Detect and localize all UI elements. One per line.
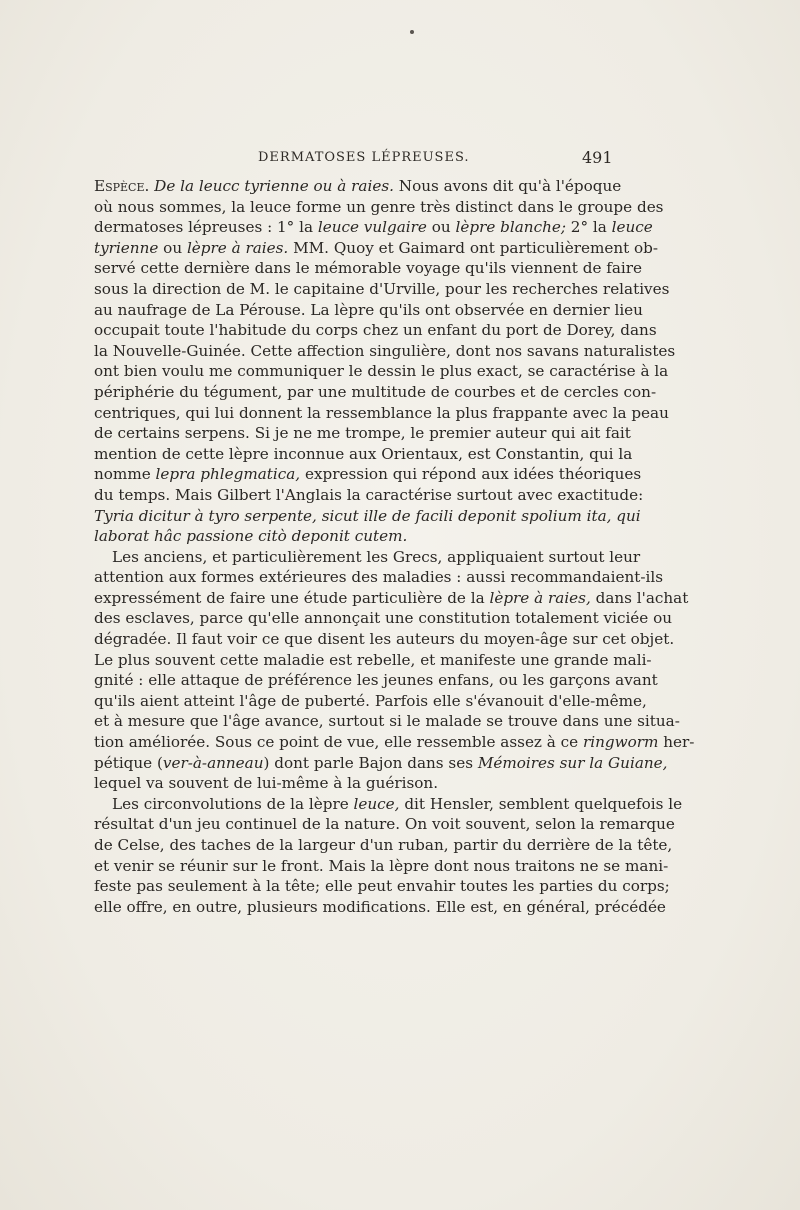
italic-text: leuce vulgaire <box>317 218 427 237</box>
text-line <box>94 258 643 279</box>
text-run: gnité : elle attaque de préférence les jeunes enfans, ou les garçons avant <box>94 671 658 690</box>
text-run: de Celse, des taches de la largeur d'un ruban, partir du derrière de la tête, <box>94 836 673 854</box>
text-run: la Nouvelle-Guinée. Cette affection singulière, dont nos savans naturalistes <box>94 341 676 360</box>
text-line <box>94 464 642 485</box>
text-run: périphérie du tégument, par une multitude de courbes et de cercles con- <box>94 382 657 401</box>
text-run: elle offre, en outre, plusieurs modifications. Elle est, en général, précédée <box>94 897 666 916</box>
text-line <box>94 856 669 877</box>
text-run: et venir se réunir sur le front. Mais la lèpre dont nous traitons ne se mani- <box>94 856 669 875</box>
text-run: de certains serpens. Si je ne me trompe, le premier auteur qui ait fait <box>94 424 631 443</box>
text-run: des esclaves, parce qu'elle annonçait une constitution totalement viciée ou <box>94 609 673 628</box>
text-run: her- <box>658 733 695 752</box>
text-run: dégradée. Il faut voir ce que disent les auteurs du moyen-âge sur cet objet. <box>94 630 675 649</box>
text-run: où nous sommes, la leuce forme un genre très distinct dans le groupe des <box>94 197 664 216</box>
text-line <box>94 650 652 671</box>
italic-text: Tyria dicitur à tyro serpente, sicut ille de facili deponit spolium ita, qui <box>94 506 641 525</box>
italic-text: Mémoires sur la Guiane, <box>477 753 668 772</box>
text-line <box>94 403 669 424</box>
text-run: Le plus souvent cette maladie est rebelle, et manifeste une grande mali- <box>94 650 652 669</box>
text-line <box>94 814 675 835</box>
text-line <box>94 588 689 609</box>
text-line <box>94 897 666 918</box>
italic-text: ringworm <box>582 733 659 752</box>
text-line <box>94 320 657 341</box>
text-run: Nous avons dit qu'à l'époque <box>393 177 622 195</box>
text-run: occupait toute l'habitude du corps chez un enfant du port de Dorey, dans <box>94 321 657 340</box>
text-run: Les anciens, et particulièrement les Grecs, appliquaient surtout leur <box>112 547 641 566</box>
text-line <box>94 506 641 527</box>
section-label: Espèce. <box>94 177 150 195</box>
text-run: tion améliorée. Sous ce point de vue, elle ressemble assez à ce <box>94 733 583 752</box>
italic-text: leuce <box>611 218 653 237</box>
text-run: ont bien voulu me communiquer le dessin le plus exact, se caractérise à la <box>94 362 669 381</box>
text-line <box>94 361 669 382</box>
text-run: dit Hensler, semblent quelquefois le <box>399 794 683 813</box>
text-line <box>94 197 664 218</box>
text-line <box>94 217 653 238</box>
text-run: pétique ( <box>94 753 163 772</box>
text-line <box>94 876 670 897</box>
italic-text: lèpre à raies. <box>186 238 289 257</box>
text-line <box>94 773 614 794</box>
text-run: ou <box>426 218 456 237</box>
paragraph <box>94 794 683 918</box>
text-line <box>94 732 695 753</box>
text-line <box>94 382 657 403</box>
italic-text: leuce, <box>353 794 400 813</box>
text-line <box>94 423 631 444</box>
text-run: lequel va souvent de lui-même à la guérison. <box>94 774 439 793</box>
text-line <box>94 300 643 321</box>
text-line <box>94 526 614 547</box>
text-line <box>94 711 680 732</box>
text-line <box>94 279 670 300</box>
text-run: ) dont parle Bajon dans ses <box>263 753 478 772</box>
text-run: mention de cette lèpre inconnue aux Orientaux, est Constantin, qui la <box>94 444 633 463</box>
italic-text: ver-à-anneau <box>162 753 264 772</box>
italic-text: lepra phlegmatica, <box>155 465 301 484</box>
body-text <box>94 176 695 917</box>
text-run: Les circonvolutions de la lèpre <box>112 794 354 813</box>
page-number: 491 <box>582 148 613 167</box>
ink-speck <box>410 30 414 34</box>
text-line <box>94 691 647 712</box>
text-line <box>94 670 658 691</box>
text-run: 2° la <box>565 218 612 237</box>
text-run: sous la direction de M. le capitaine d'Urville, pour les recherches relatives <box>94 279 670 298</box>
text-run: résultat d'un jeu continuel de la nature. On voit souvent, selon la remarque <box>94 815 675 834</box>
text-line <box>94 753 668 774</box>
italic-text: tyrienne <box>94 238 159 257</box>
text-line <box>94 444 633 465</box>
text-run: du temps. Mais Gilbert l'Anglais la caractérise surtout avec exactitude: <box>94 485 644 504</box>
paragraph <box>94 547 695 794</box>
text-line <box>94 794 683 815</box>
text-line <box>94 485 644 506</box>
text-line <box>94 835 673 856</box>
text-line <box>94 608 673 629</box>
italic-text: De la leucc tyrienne ou à raies. <box>154 177 394 195</box>
text-line <box>94 629 675 650</box>
italic-text: laborat hâc passione citò deponit cutem. <box>94 527 408 546</box>
italic-text: lèpre blanche; <box>455 218 566 237</box>
text-run: servé cette dernière dans le mémorable voyage qu'ils viennent de faire <box>94 259 643 278</box>
text-line <box>94 341 676 362</box>
text-line <box>94 567 664 588</box>
text-run: qu'ils aient atteint l'âge de puberté. Parfois elle s'évanouit d'elle-même, <box>94 691 647 710</box>
italic-text: lèpre à raies, <box>489 588 591 607</box>
text-run: dans l'achat <box>590 588 689 607</box>
text-run: expressément de faire une étude particulière de la <box>94 588 490 607</box>
text-run: MM. Quoy et Gaimard ont particulièrement ob- <box>288 238 659 257</box>
text-run: nomme <box>94 465 156 484</box>
text-line <box>94 176 622 197</box>
text-run: feste pas seulement à la tête; elle peut envahir toutes les parties du corps; <box>94 877 670 896</box>
text-run: ou <box>158 238 187 257</box>
text-run: centriques, qui lui donnent la ressemblance la plus frappante avec la peau <box>94 403 669 422</box>
text-run: et à mesure que l'âge avance, surtout si le malade se trouve dans une situa- <box>94 712 680 731</box>
text-run: attention aux formes extérieures des maladies : aussi recommandaient-ils <box>94 568 664 587</box>
text-run: expression qui répond aux idées théoriques <box>300 465 642 484</box>
text-line <box>94 238 659 259</box>
text-run: au naufrage de La Pérouse. La lèpre qu'ils ont observée en dernier lieu <box>94 300 643 319</box>
paragraph <box>94 176 676 547</box>
running-title: DERMATOSES LÉPREUSES. <box>258 150 470 165</box>
text-run: dermatoses lépreuses : 1° la <box>94 218 318 237</box>
text-line <box>94 547 641 568</box>
